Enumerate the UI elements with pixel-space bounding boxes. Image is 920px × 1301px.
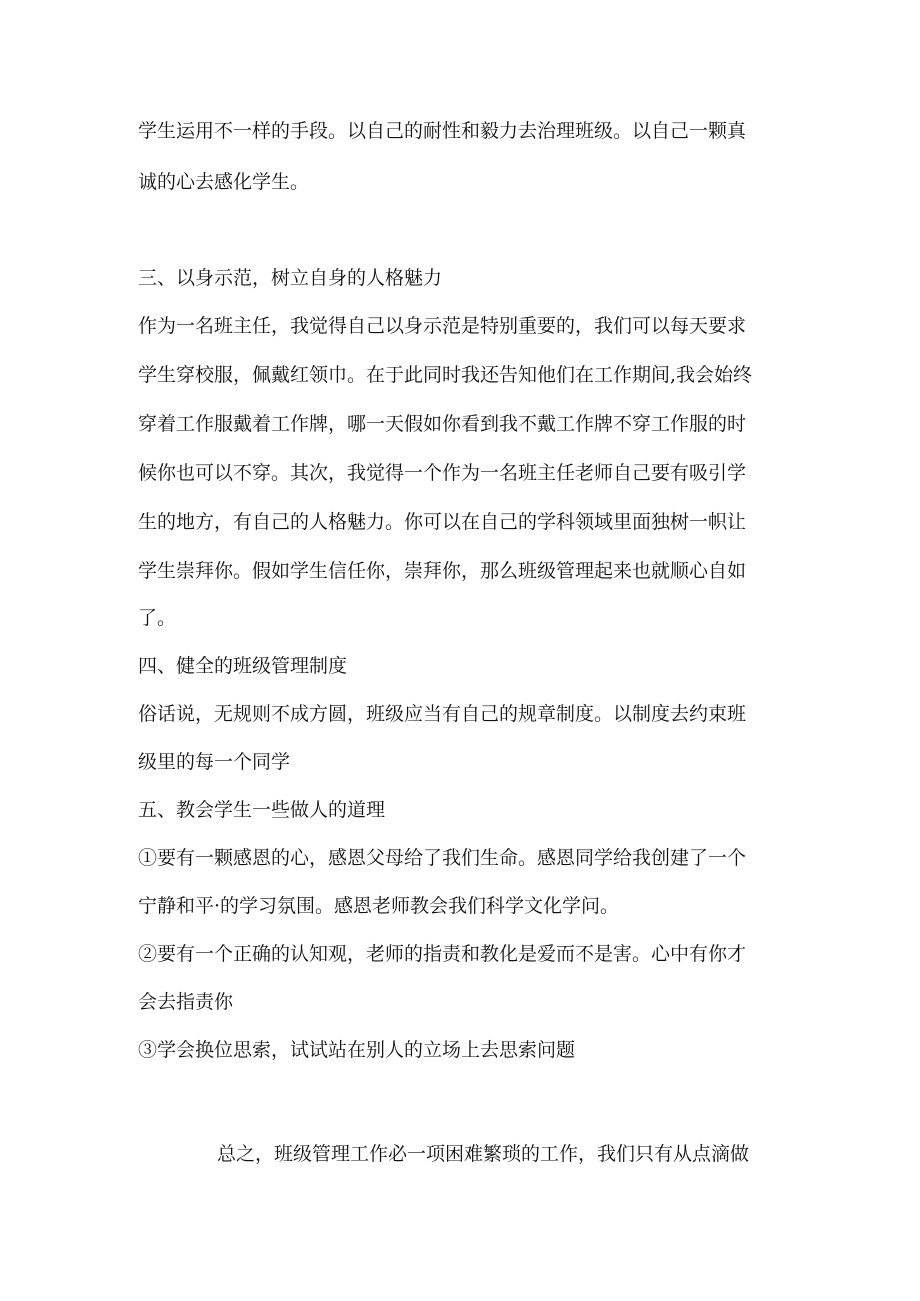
section-heading: 四、健全的班级管理制度: [138, 655, 348, 677]
paragraph-line: 学生运用不一样的手段。以自己的耐性和毅力去治理班级。以自己一颗真: [138, 120, 747, 142]
list-item: ①要有一颗感恩的心，感恩父母给了我们生命。感恩同学给我创建了一个: [138, 847, 747, 869]
list-item: ②要有一个正确的认知观，老师的指责和教化是爱而不是害。心中有你才: [138, 943, 747, 965]
section-heading: 五、教会学生一些做人的道理: [138, 799, 386, 821]
paragraph-line: 诚的心去感化学生。: [138, 171, 310, 193]
paragraph-line: 宁静和平·的学习氛围。感恩老师教会我们科学文化学问。: [138, 895, 620, 917]
paragraph-line: 俗话说，无规则不成方圆，班级应当有自己的规章制度。以制度去约束班: [138, 703, 747, 725]
conclusion-line: 总之，班级管理工作必一项困难繁琐的工作，我们只有从点滴做: [217, 1143, 750, 1165]
paragraph-line: 学生崇拜你。假如学生信任你，崇拜你，那么班级管理起来也就顺心自如: [138, 560, 747, 582]
paragraph-line: 候你也可以不穿。其次，我觉得一个作为一名班主任老师自己要有吸引学: [138, 462, 747, 484]
paragraph-line: 生的地方，有自己的人格魅力。你可以在自己的学科领域里面独树一帜让: [138, 511, 747, 533]
paragraph-line: 级里的每一个同学: [138, 751, 291, 773]
paragraph-line: 穿着工作服戴着工作牌，哪一天假如你看到我不戴工作牌不穿工作服的时: [138, 413, 747, 435]
paragraph-line: 会去指责你: [138, 991, 234, 1013]
paragraph-line: 作为一名班主任，我觉得自己以身示范是特别重要的，我们可以每天要求: [138, 315, 747, 337]
section-heading: 三、以身示范，树立自身的人格魅力: [138, 267, 443, 289]
paragraph-line: 学生穿校服，佩戴红领巾。在于此同时我还告知他们在工作期间,我会始终: [138, 364, 753, 386]
list-item: ③学会换位思索，试试站在别人的立场上去思索问题: [138, 1039, 576, 1061]
paragraph-line: 了。: [138, 607, 177, 629]
